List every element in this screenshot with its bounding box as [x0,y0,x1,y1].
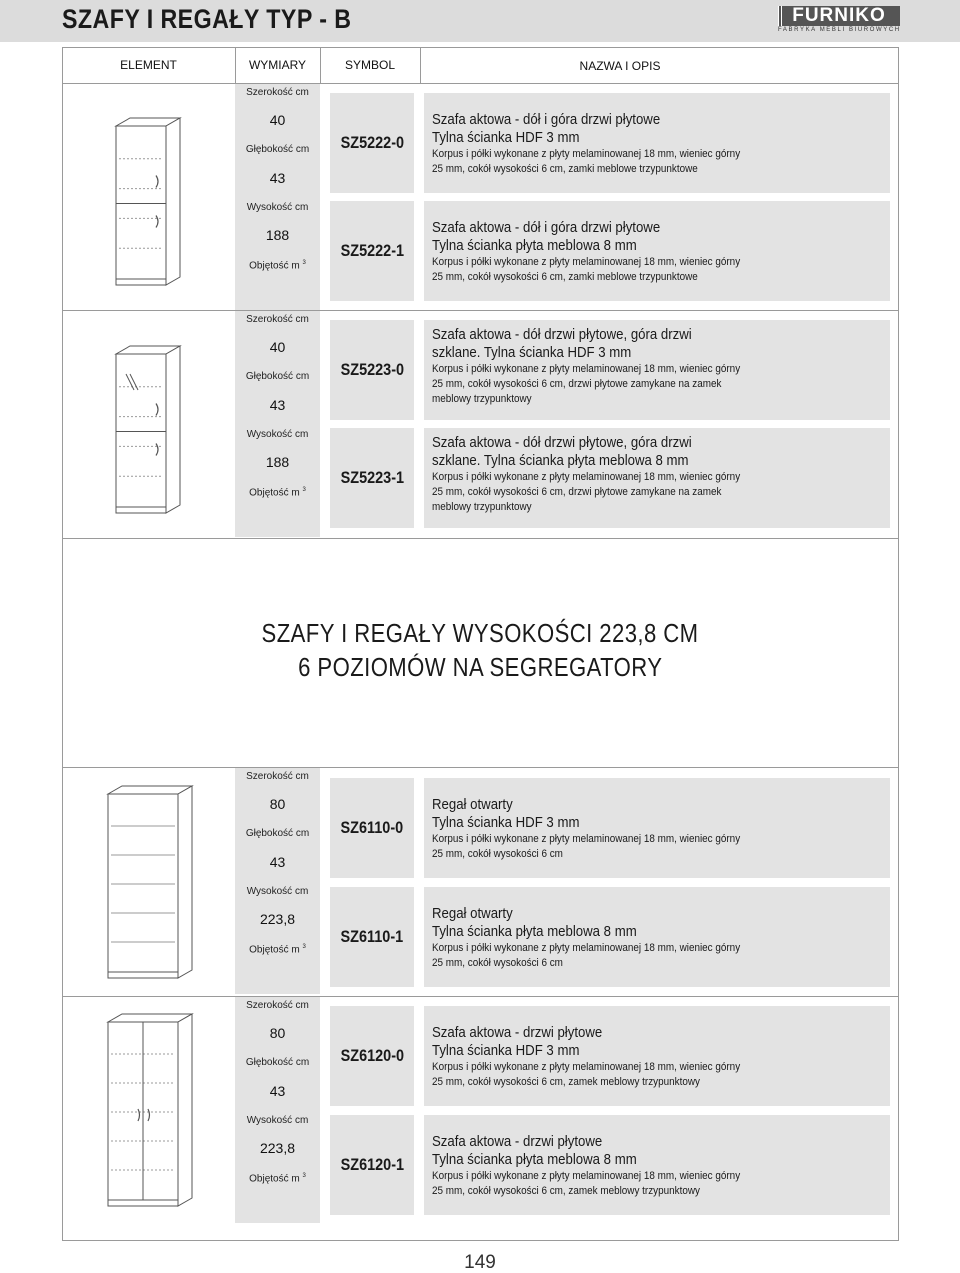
furniture-drawing [112,116,182,291]
product-description [424,778,890,878]
tall-cabinet-two-doors-icon [112,116,182,291]
volume-unit-superscript: 3 [302,260,306,266]
furniture-drawing [112,344,182,519]
furniture-drawing [104,1012,194,1212]
volume-label-text: Objętość m [249,1173,300,1185]
volume-unit-superscript: 3 [302,944,306,950]
table-divider [62,310,899,311]
cabinet-side [166,118,180,285]
section-heading-line2: 6 POZIOMÓW NA SEGREGATORY [298,652,663,682]
dimension-label: Szerokość cm [246,87,309,98]
product-description [424,93,890,193]
product-title: Szafa aktowa - dół i góra drzwi płytowe [432,111,661,128]
stripe-logo-icon [778,6,784,26]
product-spec: 25 mm, cokół wysokości 6 cm, zamek meblowy trzypunktowy [432,1185,700,1197]
product-description [424,201,890,301]
dimension-value: 40 [269,339,286,355]
column-header-dimensions: WYMIARY [248,58,307,72]
volume-label-text: Objętość m [249,487,300,499]
dimensions-panel [235,997,320,1223]
product-symbol [330,428,414,528]
product-title: Regał otwarty [432,796,513,813]
section-heading-line1: SZAFY I REGAŁY WYSOKOŚCI 223,8 CM [262,618,699,648]
dimension-value: 223,8 [259,911,296,927]
product-title: Tylna ścianka HDF 3 mm [432,129,580,146]
product-description [424,1006,890,1106]
volume-label-text: Objętość m [249,260,300,272]
dimension-label: Szerokość cm [246,771,309,782]
product-description [424,320,890,420]
product-spec: 25 mm, cokół wysokości 6 cm, drzwi płytowe zamykane na zamek [432,486,722,498]
dimensions-panel [235,84,320,310]
volume-unit-superscript: 3 [302,1173,306,1179]
product-title: szklane. Tylna ścianka płyta meblowa 8 mm [432,452,689,469]
cabinet-side [166,346,180,513]
dimensions-panel [235,768,320,994]
product-title: szklane. Tylna ścianka HDF 3 mm [432,344,632,361]
product-spec: Korpus i półki wykonane z płyty melaminowanej 18 mm, wieniec górny [432,942,741,954]
product-spec: Korpus i półki wykonane z płyty melaminowanej 18 mm, wieniec górny [432,1170,741,1182]
table-divider [62,538,899,539]
product-symbol-text: SZ5222-0 [340,133,404,152]
volume-label-text: Objętość m [249,944,300,956]
section-subheading [62,650,899,684]
product-spec: Korpus i półki wykonane z płyty melaminowanej 18 mm, wieniec górny [432,148,741,160]
product-symbol-text: SZ5223-1 [340,468,404,487]
product-spec: 25 mm, cokół wysokości 6 cm, zamki meblowe trzypunktowe [432,271,698,283]
brand-logo [778,6,900,34]
cabinet-front [116,126,166,285]
product-symbol [330,1115,414,1215]
dimensions-panel [235,311,320,537]
product-symbol [330,1006,414,1106]
table-divider [62,996,899,997]
product-spec: Korpus i półki wykonane z płyty melaminowanej 18 mm, wieniec górny [432,363,741,375]
volume-label [235,260,320,271]
dimension-label: Wysokość cm [246,886,309,897]
product-spec: 25 mm, cokół wysokości 6 cm, zamek meblowy trzypunktowy [432,1076,700,1088]
logo-wordmark: FURNIKO [778,6,900,26]
product-symbol [330,201,414,301]
dimension-label: Szerokość cm [246,1000,309,1011]
dimension-label: Głębokość cm [245,371,310,382]
table-divider [62,83,899,84]
dimension-label: Wysokość cm [246,429,309,440]
dimension-label: Głębokość cm [245,828,310,839]
product-title: Szafa aktowa - dół i góra drzwi płytowe [432,219,661,236]
dimension-value: 43 [269,1083,286,1099]
product-description [424,428,890,528]
wide-cabinet-double-doors-icon [104,1012,194,1212]
product-symbol [330,93,414,193]
product-symbol-text: SZ6120-0 [340,1046,404,1065]
dimension-value: 188 [265,454,290,470]
product-symbol-text: SZ6120-1 [340,1155,404,1174]
product-title: Szafa aktowa - drzwi płytowe [432,1024,603,1041]
product-symbol [330,320,414,420]
product-spec: 25 mm, cokół wysokości 6 cm, zamki meblowe trzypunktowe [432,163,698,175]
product-title: Tylna ścianka płyta meblowa 8 mm [432,1151,637,1168]
product-symbol [330,778,414,878]
product-symbol-text: SZ6110-0 [340,818,404,837]
product-spec: Korpus i półki wykonane z płyty melaminowanej 18 mm, wieniec górny [432,256,741,268]
table-divider [62,767,899,768]
dimension-value: 43 [269,170,286,186]
product-title: Szafa aktowa - dół drzwi płytowe, góra drzwi [432,434,692,451]
dimension-value: 223,8 [259,1140,296,1156]
product-spec: 25 mm, cokół wysokości 6 cm [432,848,563,860]
product-spec: Korpus i półki wykonane z płyty melaminowanej 18 mm, wieniec górny [432,833,741,845]
cabinet-side [178,786,192,978]
dimension-label: Szerokość cm [246,314,309,325]
page-number: 149 [464,1252,496,1273]
product-spec: meblowy trzypunktowy [432,393,532,405]
column-header-symbol: SYMBOL [344,58,395,72]
tall-cabinet-glass-top-door-icon [112,344,182,519]
furniture-drawing [104,784,194,984]
dimension-label: Wysokość cm [246,1115,309,1126]
product-symbol-text: SZ6110-1 [340,927,404,946]
product-spec: meblowy trzypunktowy [432,501,532,513]
product-description [424,887,890,987]
product-title: Szafa aktowa - drzwi płytowe [432,1133,603,1150]
dimension-value: 188 [265,227,290,243]
volume-unit-superscript: 3 [302,487,306,493]
product-title: Tylna ścianka płyta meblowa 8 mm [432,923,637,940]
page-title: SZAFY I REGAŁY TYP - B [62,4,352,34]
product-spec: 25 mm, cokół wysokości 6 cm, drzwi płytowe zamykane na zamek [432,378,722,390]
product-symbol [330,887,414,987]
product-spec: 25 mm, cokół wysokości 6 cm [432,957,563,969]
dimension-value: 80 [269,1025,286,1041]
cabinet-front [116,354,166,513]
product-title: Tylna ścianka HDF 3 mm [432,814,580,831]
dimension-label: Głębokość cm [245,1057,310,1068]
product-symbol-text: SZ5223-0 [340,360,404,379]
product-spec: Korpus i półki wykonane z płyty melaminowanej 18 mm, wieniec górny [432,471,741,483]
open-shelving-unit-icon [104,784,194,984]
dimension-value: 40 [269,112,286,128]
cabinet-front [108,794,178,978]
product-symbol-text: SZ5222-1 [340,241,404,260]
product-title: Szafa aktowa - dół drzwi płytowe, góra drzwi [432,326,692,343]
logo-tagline: FABRYKA MEBLI BIUROWYCH [778,27,901,33]
dimension-value: 80 [269,796,286,812]
product-description [424,1115,890,1215]
product-title: Tylna ścianka płyta meblowa 8 mm [432,237,637,254]
product-title: Tylna ścianka HDF 3 mm [432,1042,580,1059]
volume-label [235,1173,320,1184]
dimension-value: 43 [269,854,286,870]
cabinet-side [178,1014,192,1206]
dimension-label: Wysokość cm [246,202,309,213]
dimension-label: Głębokość cm [245,144,310,155]
dimension-value: 43 [269,397,286,413]
volume-label [235,944,320,955]
product-spec: Korpus i półki wykonane z płyty melaminowanej 18 mm, wieniec górny [432,1061,741,1073]
column-header-description: NAZWA I OPIS [579,59,661,73]
column-header-element: ELEMENT [120,58,177,72]
section-heading [62,616,899,650]
product-title: Regał otwarty [432,905,513,922]
volume-label [235,487,320,498]
